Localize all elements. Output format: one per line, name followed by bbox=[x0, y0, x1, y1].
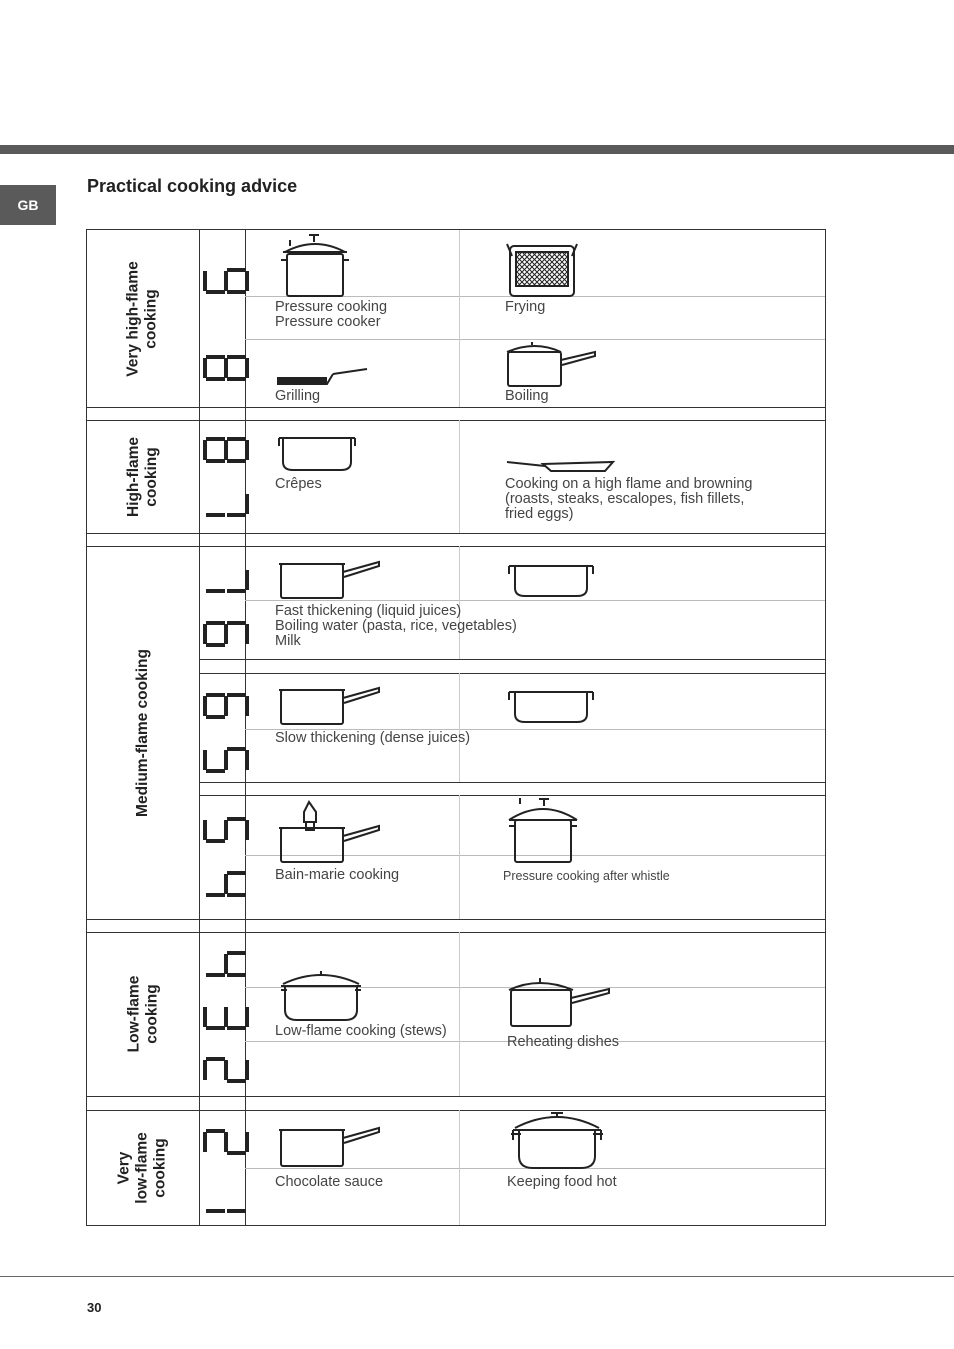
digit-5 bbox=[203, 746, 249, 774]
item-label: Low-flame cooking (stews) bbox=[275, 1023, 447, 1039]
language-tab: GB bbox=[0, 185, 56, 225]
item-label: Grilling bbox=[275, 388, 321, 404]
item-label: Pressure cooking Pressure cooker bbox=[275, 299, 388, 330]
item-label: Pressure cooking after whistle bbox=[503, 869, 670, 883]
digit-6 bbox=[203, 620, 249, 648]
digit-4 bbox=[203, 950, 249, 978]
item-label: Slow thickening (dense juices) bbox=[275, 730, 471, 746]
flame-level-digit bbox=[203, 1186, 249, 1219]
row-divider bbox=[199, 782, 825, 783]
digit-7 bbox=[203, 566, 249, 594]
stew-pot-icon bbox=[507, 1110, 613, 1170]
item-label: Boiling bbox=[505, 388, 549, 404]
row-divider bbox=[87, 919, 825, 920]
flame-level-digit bbox=[203, 950, 249, 983]
covered-saucepan-icon bbox=[505, 338, 597, 388]
flame-level-digit bbox=[203, 870, 249, 903]
flame-level-digit bbox=[203, 692, 249, 725]
item-label: Fast thickening (liquid juices) Boiling water (pasta, rice, vegetables) Milk bbox=[275, 603, 517, 649]
digit-6 bbox=[203, 692, 249, 720]
category-very-high: Very high-flame cooking bbox=[125, 260, 160, 377]
saucepan-icon bbox=[277, 684, 383, 726]
digit-9 bbox=[203, 267, 249, 295]
item-label: Crêpes bbox=[275, 476, 322, 492]
digit-1 bbox=[203, 1186, 249, 1214]
digit-2 bbox=[203, 1128, 249, 1156]
flame-level-digit bbox=[203, 490, 249, 523]
bottom-rule bbox=[0, 1276, 954, 1277]
digit-4 bbox=[203, 870, 249, 898]
category-low: Low-flame cooking bbox=[125, 975, 160, 1053]
casserole-icon bbox=[275, 434, 359, 474]
grid-line bbox=[459, 230, 460, 407]
covered-saucepan-icon bbox=[507, 974, 613, 1028]
row-divider bbox=[87, 407, 825, 408]
flame-level-digit bbox=[203, 1056, 249, 1089]
item-label: Chocolate sauce bbox=[275, 1174, 384, 1190]
digit-8 bbox=[203, 354, 249, 382]
flame-level-digit bbox=[203, 746, 249, 779]
page-number: 30 bbox=[87, 1300, 102, 1315]
grill-pan-icon bbox=[275, 366, 370, 388]
digit-3 bbox=[203, 1003, 249, 1031]
casserole-icon bbox=[505, 562, 597, 600]
item-label: Cooking on a high flame and browning (roasts, steaks, escalopes, fish fillets, fried eggs) bbox=[505, 476, 753, 522]
category-high: High-flame cooking bbox=[125, 436, 160, 517]
top-rule bbox=[0, 145, 954, 154]
row-divider bbox=[199, 673, 825, 674]
digit-8 bbox=[203, 436, 249, 464]
flame-level-digit bbox=[203, 1128, 249, 1161]
grid-line bbox=[245, 600, 825, 601]
item-label: Frying bbox=[505, 299, 546, 315]
stew-pot-icon bbox=[277, 968, 365, 1022]
digit-5 bbox=[203, 816, 249, 844]
grid-line bbox=[459, 673, 460, 782]
flame-level-digit bbox=[203, 566, 249, 599]
pressure-cooker-icon bbox=[275, 232, 355, 298]
saucepan-icon bbox=[277, 1124, 383, 1168]
flame-level-digit bbox=[203, 620, 249, 653]
grid-line bbox=[459, 795, 460, 919]
page-title: Practical cooking advice bbox=[87, 176, 298, 196]
digit-7 bbox=[203, 490, 249, 518]
casserole-icon bbox=[505, 688, 597, 726]
item-label: Keeping food hot bbox=[507, 1174, 617, 1190]
flame-level-digit bbox=[203, 267, 249, 300]
flame-level-digit bbox=[203, 354, 249, 387]
bain-marie-icon bbox=[277, 800, 383, 864]
row-divider bbox=[199, 659, 825, 660]
flame-level-digit bbox=[203, 816, 249, 849]
item-label: Bain-marie cooking bbox=[275, 867, 400, 883]
grid-line bbox=[459, 932, 460, 1096]
grid-line bbox=[459, 1110, 460, 1225]
row-divider bbox=[87, 1096, 825, 1097]
row-divider bbox=[87, 533, 825, 534]
grid-line bbox=[459, 420, 460, 533]
frying-pan-icon bbox=[505, 458, 617, 474]
fryer-basket-icon bbox=[502, 242, 582, 298]
digit-2 bbox=[203, 1056, 249, 1084]
flame-level-digit bbox=[203, 436, 249, 469]
cooking-advice-table bbox=[86, 229, 826, 1226]
category-medium: Medium-flame cooking bbox=[134, 648, 151, 817]
pressure-cooker-icon bbox=[505, 796, 585, 866]
saucepan-icon bbox=[277, 558, 383, 600]
flame-level-digit bbox=[203, 1003, 249, 1036]
column-divider bbox=[199, 230, 200, 1225]
item-label: Reheating dishes bbox=[507, 1034, 620, 1050]
category-very-low: Very low-flame cooking bbox=[115, 1131, 169, 1204]
